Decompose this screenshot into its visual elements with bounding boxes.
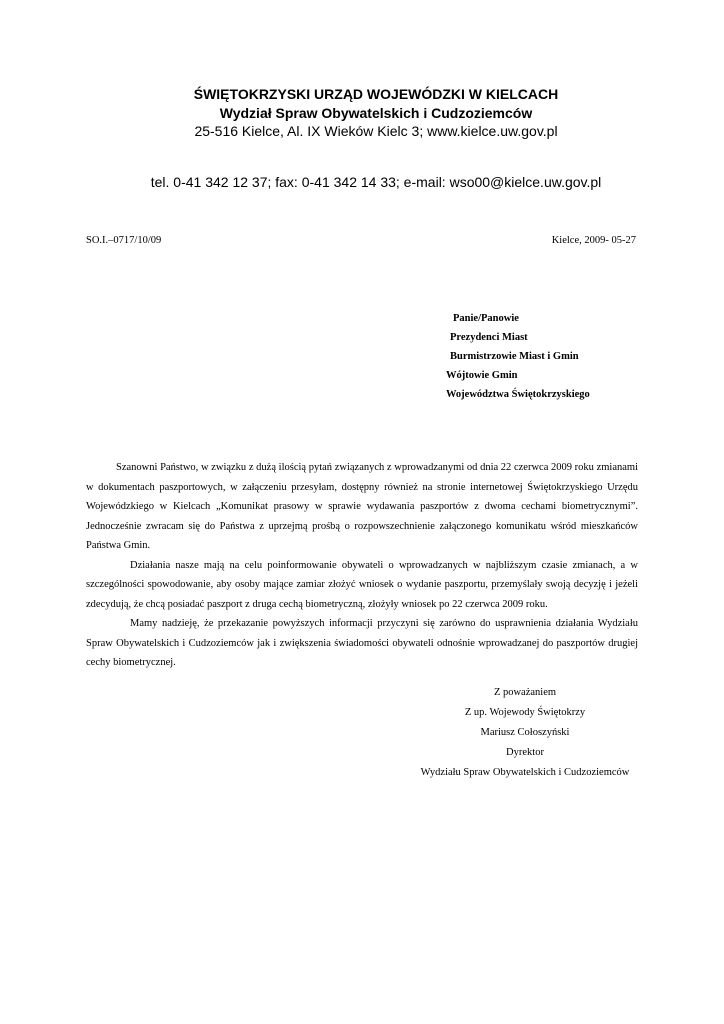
place-date: Kielce, 2009- 05-27 [551, 235, 636, 246]
recipient-line: Województwa Świętokrzyskiego [446, 389, 590, 400]
signatory-name: Mariusz Cołoszyński [480, 727, 570, 738]
office-name: ŚWIĘTOKRZYSKI URZĄD WOJEWÓDZKI W KIELCACH [193, 86, 559, 102]
recipient-line: Burmistrzowie Miast i Gmin [450, 351, 579, 362]
letter-body [86, 458, 638, 673]
department-name: Wydział Spraw Obywatelskich i Cudzoziemców [219, 105, 533, 121]
closing: Z poważaniem [493, 687, 557, 698]
signature-block [410, 683, 640, 783]
signatory-title: Dyrektor [506, 747, 544, 758]
recipients-block [446, 309, 590, 404]
recipient-line: Wójtowie Gmin [446, 370, 518, 381]
contact-line: tel. 0-41 342 12 37; fax: 0-41 342 14 33; e-mail: wso00@kielce.uw.gov.pl [150, 174, 602, 190]
recipient-line: Panie/Panowie [453, 313, 519, 324]
signatory-department: Wydziału Spraw Obywatelskich i Cudzoziemców [420, 767, 630, 778]
body-paragraph: Mamy nadzieję, że przekazanie powyższych informacji przyczyni się zarówno do usprawnienia działania Wydziału Spraw Obywatelskich i Cudzoziemców jak i zwiększenia świadomości obywateli odnośnie wprowadzanej do paszportów drugiej cechy biometrycznej. [86, 618, 638, 668]
body-paragraph: Szanowni Państwo, w związku z dużą ilością pytań związanych z wprowadzanymi od dnia 22 czerwca 2009 roku zmianami w dokumentach paszportowych, w załączeniu przesyłam, dostępny również na stronie internetowej Świętokrzyskiego Urzędu Wojewódzkiego w Kielcach „Komunikat prasowy w sprawie wydawania paszportów z dwoma cechami biometrycznymi”. Jednocześnie zwracam się do Państwa z uprzejmą prośbą o rozpowszechnienie załączonego komunikatu wśród mieszkańców Państwa Gmin. [86, 462, 638, 551]
office-address: 25-516 Kielce, Al. IX Wieków Kielc 3; www.kielce.uw.gov.pl [194, 123, 558, 139]
recipient-line: Prezydenci Miast [450, 332, 528, 343]
reference-number: SO.I.–0717/10/09 [86, 235, 162, 246]
signature-authority: Z up. Wojewody Świętokrzy [464, 707, 586, 718]
body-paragraph: Działania nasze mają na celu poinformowanie obywateli o wprowadzanych w najbliższym czasie zmianach, a w szczególności spowodowanie, aby osoby mające zamiar złożyć wniosek o wydanie paszportu, przemyślały swoją decyzję i jeżeli zdecydują, że chcą posiadać paszport z druga cechą biometryczną, złożyły wniosek po 22 czerwca 2009 roku. [86, 559, 638, 610]
